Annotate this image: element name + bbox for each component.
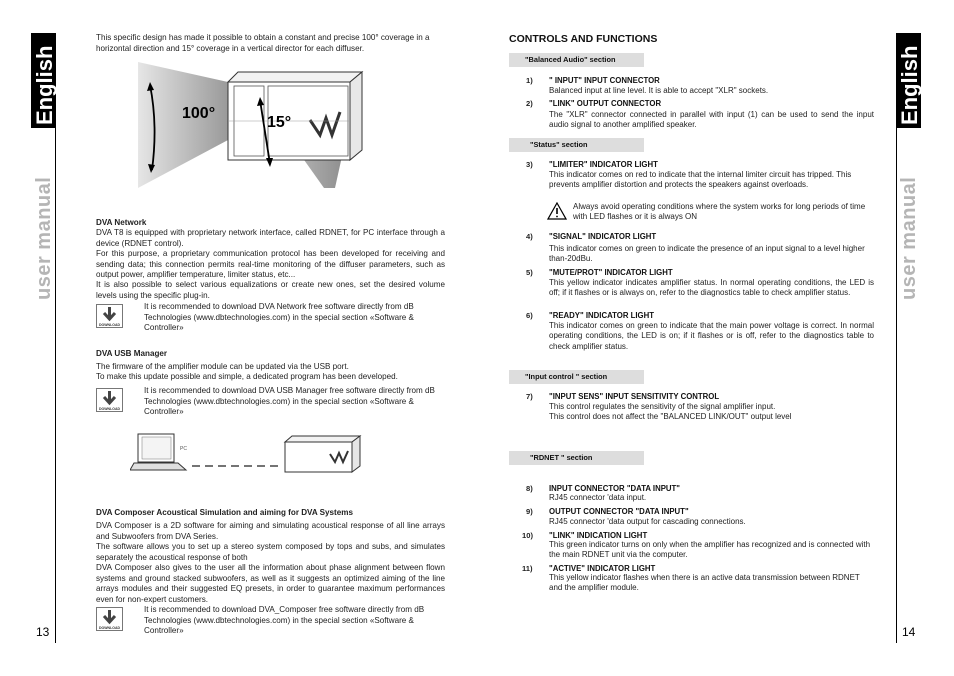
- usb-p2: To make this update possible and simple, a dedicated program has been developed.: [96, 372, 398, 381]
- composer-p3: DVA Composer also gives to the user all the information about phase alignment between flown systems and ground stacked subwoofers, as well as it suggests an optimized aiming of the line arrays modules and their suggested EQ presets, in order to guarantee maximum performances even for non-expert customers.: [96, 563, 445, 604]
- right-language-label: English: [897, 45, 922, 125]
- download-icon-label: DOWNLOAD: [99, 626, 120, 630]
- item-body: This green indicator turns on only when the amplifier has recognized and is connected with the main RDNET unit via the computer.: [549, 540, 871, 560]
- vertical-coverage-label: 15°: [267, 114, 292, 131]
- intro-text: This specific design has made it possible to obtain a constant and precise 100° coverage in a horizontal direction and 15° coverage in a vertical director for each diffuser.: [96, 33, 430, 53]
- laptop-icon: [130, 434, 186, 470]
- item-number: 8): [526, 484, 533, 493]
- item-body: This control regulates the sensitivity of the signal amplifier input.: [549, 402, 776, 411]
- item-title: INPUT CONNECTOR "DATA INPUT": [549, 484, 680, 493]
- item-title: "MUTE/PROT" INDICATOR LIGHT: [549, 268, 673, 277]
- warning-icon: [547, 202, 567, 220]
- right-page-number: 14: [902, 625, 916, 639]
- item-body: The "XLR" connector connected in parallel with input (1) can be used to send the input audio signal to another amplified speaker.: [549, 110, 874, 130]
- speaker-cabinet-icon: [285, 436, 360, 472]
- download-icon: [96, 607, 123, 631]
- section-balanced-audio: "Balanced Audio" section: [509, 53, 644, 67]
- item-number: 1): [526, 76, 533, 85]
- item-body: This yellow indicator indicates amplifier status. In normal operating conditions, the LED is off; if it flashes or is always on, refer to the diagnostics table to check amplifier status.: [549, 278, 874, 298]
- item-title: "LINK" INDICATION LIGHT: [549, 531, 648, 540]
- left-manual-label: user manual: [33, 176, 55, 300]
- network-p3: It is also possible to select various equalizations or create new ones, set the desired volume levels using the specific plug-in.: [96, 280, 445, 300]
- pc-label: PC: [180, 446, 187, 452]
- item-number: 4): [526, 232, 533, 241]
- composer-title: DVA Composer Acoustical Simulation and aiming for DVA Systems: [96, 508, 353, 517]
- network-download-note: It is recommended to download DVA Network free software directly from dB Technologies (www.dbtechnologies.com) in the special section «Software & Controller»: [144, 302, 414, 332]
- item-title: "SIGNAL" INDICATOR LIGHT: [549, 232, 657, 241]
- section-rdnet: "RDNET " section: [509, 451, 644, 465]
- item-number: 7): [526, 392, 533, 401]
- item-body: This control does not affect the "BALANCED LINK/OUT" output level: [549, 412, 792, 421]
- item-title: "ACTIVE" INDICATOR LIGHT: [549, 564, 656, 573]
- download-icon: [96, 304, 123, 328]
- warning-text: Always avoid operating conditions where the system works for long periods of time with LED flashes or it is always ON: [573, 202, 866, 222]
- item-body: RJ45 connector 'data input.: [549, 493, 647, 502]
- item-title: " INPUT" INPUT CONNECTOR: [549, 76, 660, 85]
- item-title: "LIMITER" INDICATOR LIGHT: [549, 160, 658, 169]
- right-manual-label: user manual: [898, 176, 920, 300]
- item-title: OUTPUT CONNECTOR "DATA INPUT": [549, 507, 689, 516]
- item-title: "INPUT SENS" INPUT SENSITIVITY CONTROL: [549, 392, 720, 401]
- network-p1: DVA T8 is equipped with proprietary network interface, called RDNET, for PC interface through a device (RDNET control).: [96, 228, 445, 248]
- item-number: 9): [526, 507, 533, 516]
- network-title: DVA Network: [96, 218, 147, 227]
- section-input-control: "Input control " section: [509, 370, 644, 384]
- section-status: "Status" section: [509, 138, 644, 152]
- item-number: 10): [522, 531, 533, 540]
- composer-download-note: It is recommended to download DVA_Composer free software directly from dB Technologies (www.dbtechnologies.com) in the special section «Software & Controller»: [144, 605, 425, 635]
- download-icon-label: DOWNLOAD: [99, 407, 120, 411]
- composer-p1: DVA Composer is a 2D software for aiming and simulating acoustical response of all line arrays and Subwoofers from DVA Series.: [96, 521, 445, 541]
- left-page-number: 13: [36, 625, 50, 639]
- horizontal-coverage-label: 100°: [182, 105, 216, 122]
- item-body: RJ45 connector 'data output for cascading connections.: [549, 517, 746, 526]
- item-number: 5): [526, 268, 533, 277]
- download-icon: [96, 388, 123, 412]
- composer-p2: The software allows you to set up a stereo system composed by tops and subs, and simulates separately the acoustical response of both: [96, 542, 445, 562]
- item-body: This yellow indicator flashes when there is an active data transmission between RDNET and the amplifier module.: [549, 573, 860, 593]
- speaker-cabinet-icon: [228, 72, 362, 160]
- usb-p1: The firmware of the amplifier module can be updated via the USB port.: [96, 362, 349, 371]
- usb-download-note: It is recommended to download DVA USB Manager free software directly from dB Technologies (www.dbtechnologies.com) in the special section «Software & Controller»: [144, 386, 435, 416]
- network-p2: For this purpose, a proprietary communication protocol has been developed for receiving and sending data; this connection permits real-time monitoring of the diffuser parameters, such as output power, amplifier temperature, limiter status, etc...: [96, 249, 445, 279]
- item-body: Balanced input at line level. It is able to accept "XLR" sockets.: [549, 86, 769, 95]
- item-body: This indicator comes on red to indicate that the internal limiter circuit has tripped. This prevents amplifier distortion and protects the speakers against overloads.: [549, 170, 852, 190]
- left-language-label: English: [32, 45, 57, 125]
- item-body: This indicator comes on green to indicate that the main power voltage is correct. In normal operating conditions, the LED is on; if it flashes or is off, refer to the diagnostics table to check amplifier status.: [549, 321, 874, 351]
- download-icon-label: DOWNLOAD: [99, 323, 120, 327]
- item-number: 6): [526, 311, 533, 320]
- item-body: This indicator comes on green to indicate the presence of an input signal to a level higher than-20dBu.: [549, 244, 865, 264]
- usb-title: DVA USB Manager: [96, 349, 168, 358]
- item-title: "READY" INDICATOR LIGHT: [549, 311, 654, 320]
- item-number: 2): [526, 99, 533, 108]
- item-number: 3): [526, 160, 533, 169]
- item-title: "LINK" OUTPUT CONNECTOR: [549, 99, 662, 108]
- coverage-illustration: [110, 60, 370, 190]
- controls-heading: CONTROLS AND FUNCTIONS: [509, 33, 658, 45]
- item-number: 11): [522, 564, 533, 573]
- pc-connection-illustration: [130, 432, 370, 477]
